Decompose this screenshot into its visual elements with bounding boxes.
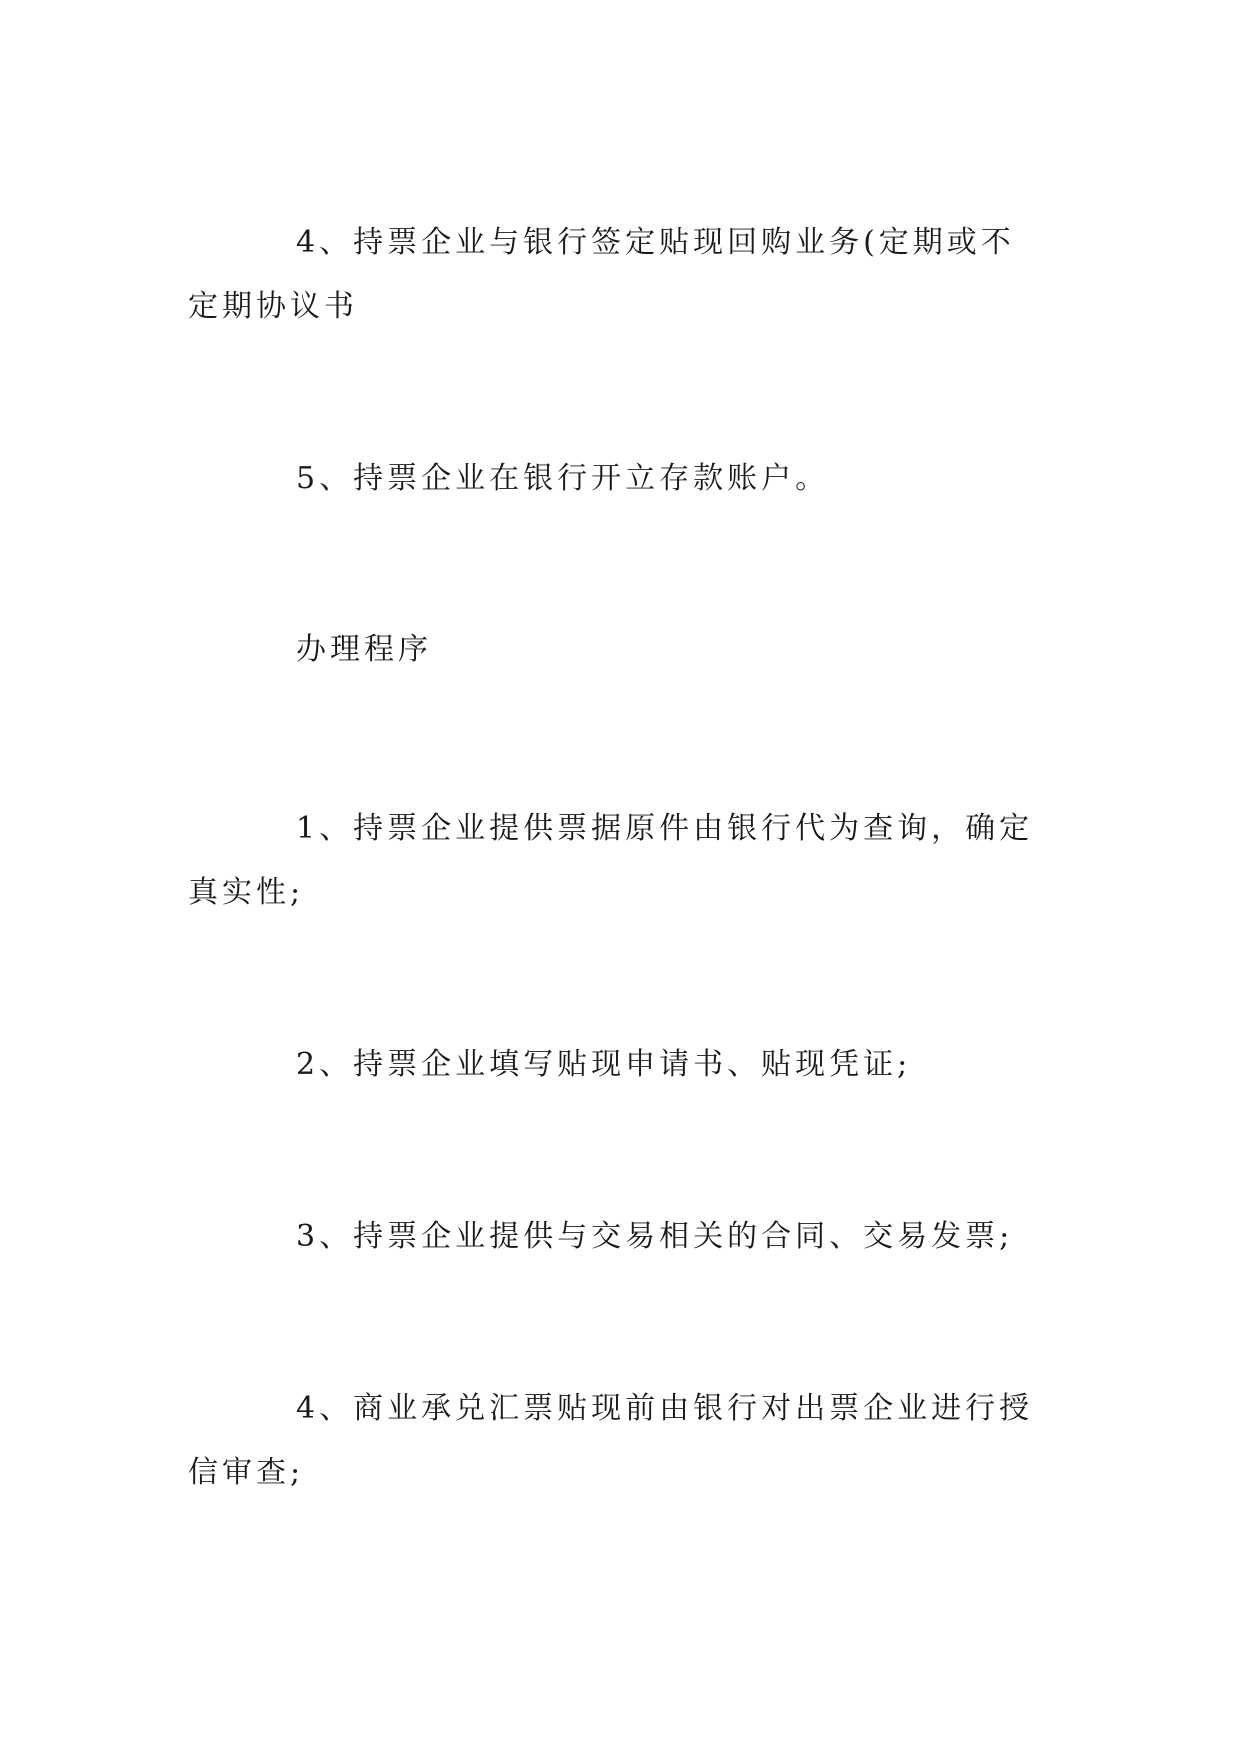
section-heading-procedure: 办理程序 bbox=[296, 632, 432, 667]
paragraph-repurchase-agreement: 4、持票企业与银行签定贴现回购业务(定期或不定期协议书 bbox=[188, 225, 1015, 324]
paragraph-step-4: 4、商业承兑汇票贴现前由银行对出票企业进行授信审查; bbox=[188, 1391, 1034, 1490]
paragraph-step-3: 3、持票企业提供与交易相关的合同、交易发票; bbox=[296, 1219, 1014, 1254]
paragraph-step-1: 1、持票企业提供票据原件由银行代为查询，确定真实性; bbox=[188, 811, 1034, 910]
paragraph-deposit-account: 5、持票企业在银行开立存款账户。 bbox=[296, 461, 830, 496]
paragraph-step-2: 2、持票企业填写贴现申请书、贴现凭证; bbox=[296, 1047, 912, 1082]
